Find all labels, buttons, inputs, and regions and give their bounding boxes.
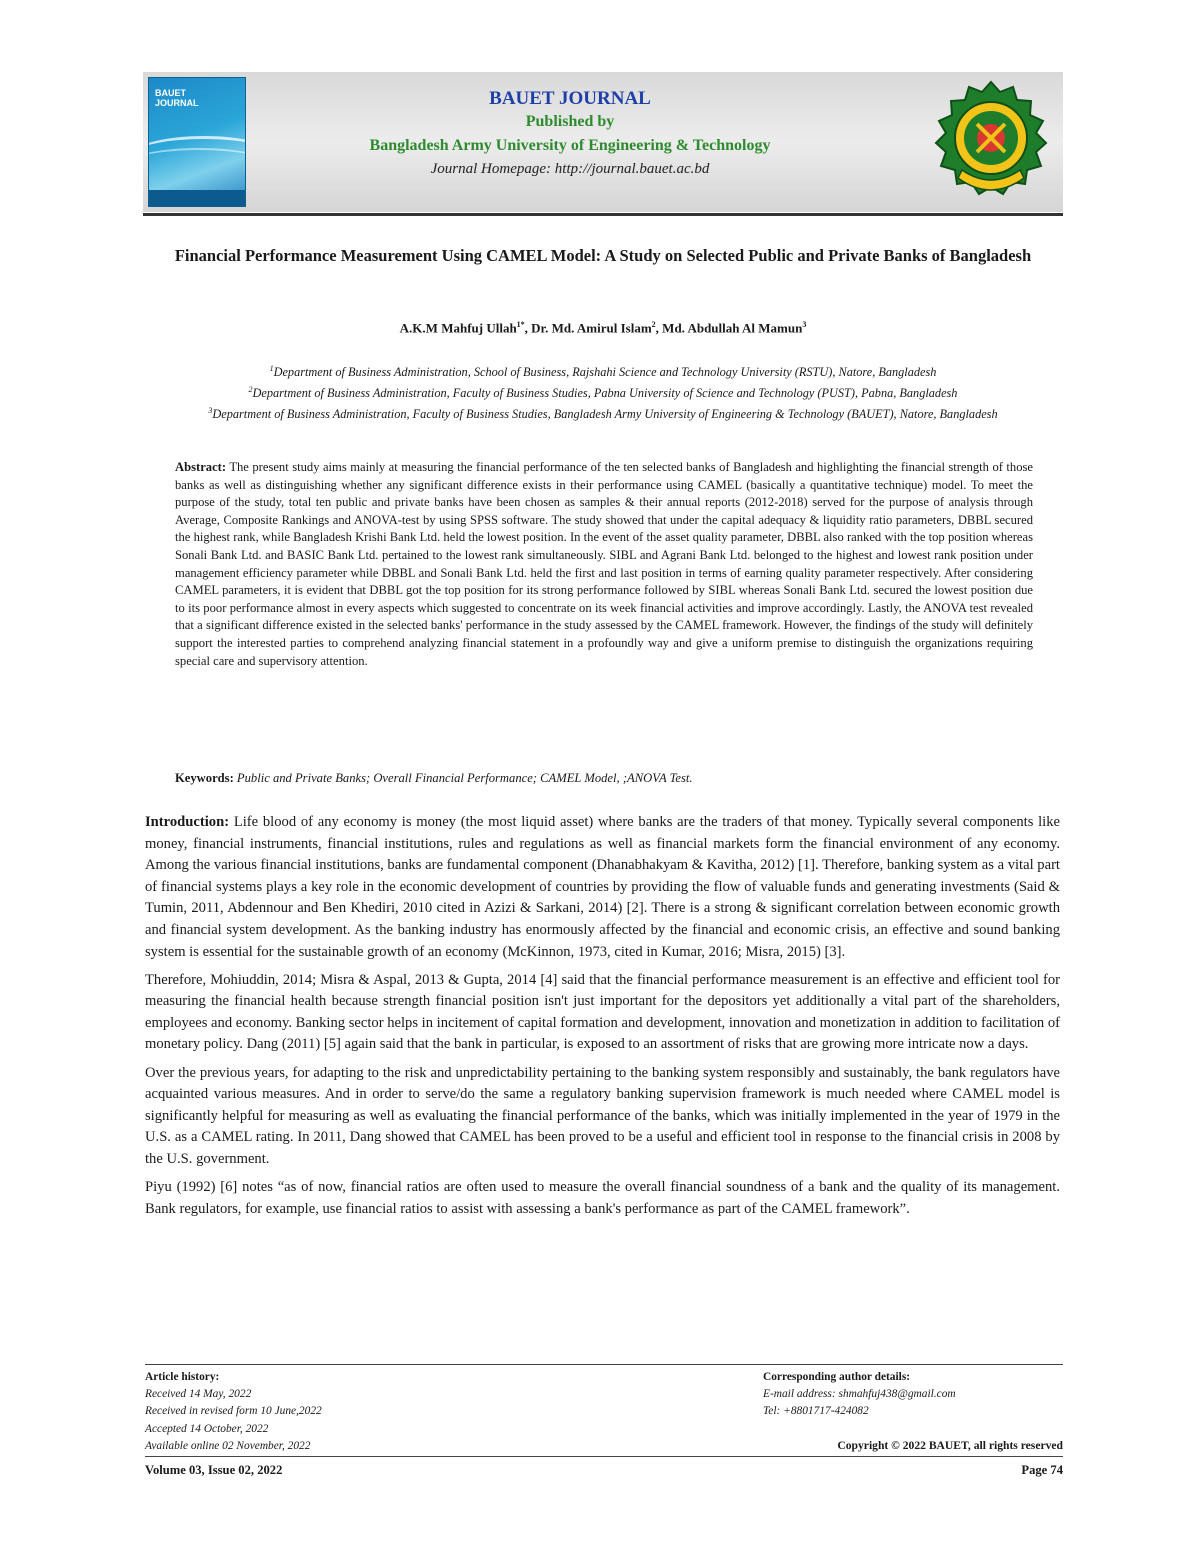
keywords — [175, 771, 1033, 786]
journal-cover-image — [148, 77, 246, 207]
gear-emblem-icon — [936, 82, 1046, 194]
cover-bottom-band — [149, 190, 245, 206]
history-entry: Received 14 May, 2022 — [145, 1388, 252, 1401]
copyright-notice: Copyright © 2022 BAUET, all rights reserved — [837, 1439, 1063, 1452]
history-entry: Available online 02 November, 2022 — [145, 1439, 311, 1452]
abstract — [175, 459, 1033, 670]
affiliation — [143, 402, 1063, 423]
affiliations — [143, 360, 1063, 423]
abstract-label: Abstract: — [175, 460, 227, 474]
article-history-label: Article history: — [145, 1371, 220, 1383]
keywords-label: Keywords: — [175, 771, 234, 785]
affiliation-sup: 3 — [208, 406, 213, 416]
author-sup: 3 — [802, 320, 807, 329]
cover-wave-decoration — [148, 148, 246, 190]
university-logo — [928, 78, 1054, 204]
page-number: Page 74 — [1021, 1463, 1063, 1477]
publisher-name: Bangladesh Army University of Engineering & Technology — [369, 137, 771, 154]
author-name: Md. Abdullah Al Mamun — [662, 320, 803, 336]
author-sup: 1* — [516, 320, 525, 329]
author-list: A.K.M Mahfuj Ullah$^{1*}$, Dr. Md. Amirul Islam$^2$, Md. Abdullah Al Mamun$^3$ — [399, 320, 807, 336]
body-text — [145, 812, 1060, 1227]
author-sup: 2 — [651, 320, 656, 329]
journal-homepage: Journal Homepage: http://journal.bauet.ac.bd — [430, 161, 710, 177]
introduction-label: Introduction: — [145, 814, 230, 830]
affiliation-sup: 2 — [248, 385, 253, 395]
cover-title: BAUET JOURNAL — [155, 88, 199, 108]
author-name: Dr. Md. Amirul Islam — [531, 320, 652, 336]
journal-title: BAUET JOURNAL — [489, 88, 651, 109]
volume-issue: Volume 03, Issue 02, 2022 — [145, 1463, 283, 1477]
published-by: Published by — [525, 113, 615, 130]
affiliation-text: Department of Business Administration, Faculty of Business Studies, Pabna University of Science and Technology (PUST), Pabna, Bangladesh — [252, 386, 958, 401]
paragraph-text: Life blood of any economy is money (the most liquid asset) where banks are the traders of that money. Typically several components like money, financial instruments, financial institutions, rules and regulations as well as financial markets form the financial environment of any economy. Among the various financial institutions, banks are fundamental component (Dhanabhakyam & Kavitha, 2012) [1]. Therefore, banking system as a vital part of financial systems plays a key role in the economic development of countries by providing the flow of valuable funds and generating investments (Said & Tumin, 2011, Abdennour and Ben Khediri, 2010 cited in Azizi & Sarkani, 2014) [2]. There is a strong & significant correlation between economic growth and financial system development. As the banking industry has enormously affected by the financial and economic crisis, an effective and sound banking system is essential for the sustainable growth of an economy (McKinnon, 1973, cited in Kumar, 2016; Misra, 2015) [3]. — [145, 814, 1060, 960]
author-phone: Tel: +8801717-424082 — [763, 1405, 869, 1418]
keywords-text: Public and Private Banks; Overall Financial Performance; CAMEL Model, ;ANOVA Test. — [236, 771, 693, 785]
author-name: A.K.M Mahfuj Ullah — [399, 320, 517, 336]
paragraph: Therefore, Mohiuddin, 2014; Misra & Aspal, 2013 & Gupta, 2014 [4] said that the financial performance measurement is an effective and efficient tool for measuring the financial health because strength financial position isn't just important for the depositors yet additionally a vital part of the shareholders, employees and economy. Banking sector helps in incitement of capital formation and development, innovation and monetization in addition to facilitation of monetary policy. Dang (2011) [5] again said that the bank in particular, is exposed to an assortment of risks that are growing more intricate now a days. — [145, 971, 1060, 1053]
paragraph — [145, 812, 1060, 963]
affiliation — [143, 360, 1063, 381]
page-footer-divider — [145, 1456, 1063, 1457]
corresponding-author — [763, 1369, 1063, 1421]
corresponding-author-label: Corresponding author details: — [763, 1371, 911, 1383]
affiliation — [143, 381, 1063, 402]
paper-title: Financial Performance Measurement Using CAMEL Model: A Study on Selected Public and Private Banks of Bangladesh — [174, 246, 1032, 265]
paragraph: Over the previous years, for adapting to the risk and unpredictability pertaining to the banking system responsibly and sustainably, the bank regulators have acquainted various measures. And in order to serve/do the same a regulatory banking supervision framework is much needed where CAMEL model is significantly helpful for measuring as well as evaluating the financial performance of the banks, which was initially implemented in the year of 1979 in the U.S. as a CAMEL rating. In 2011, Dang showed that CAMEL has been proved to be a useful and efficient tool in response to the financial crisis in 2008 by the U.S. government. — [145, 1064, 1060, 1167]
footer-divider — [145, 1364, 1063, 1365]
affiliation-text: Department of Business Administration, Faculty of Business Studies, Bangladesh Army University of Engineering & Technology (BAUET), Natore, Bangladesh — [212, 407, 998, 422]
affiliation-text: Department of Business Administration, School of Business, Rajshahi Science and Technology University (RSTU), Natore, Bangladesh — [273, 365, 937, 380]
affiliation-sup: 1 — [269, 364, 274, 373]
paragraph: Piyu (1992) [6] notes “as of now, financial ratios are often used to measure the overall financial soundness of a bank and the quality of its management. Bank regulators, for example, use financial ratios to assist with assessing a bank's performance as part of the CAMEL framework”. — [145, 1179, 1060, 1217]
header-divider — [143, 213, 1063, 216]
history-entry: Accepted 14 October, 2022 — [145, 1422, 269, 1435]
article-history — [145, 1369, 545, 1455]
history-entry: Received in revised form 10 June,2022 — [145, 1405, 322, 1418]
abstract-text: The present study aims mainly at measuring the financial performance of the ten selected banks of Bangladesh and highlighting the financial strength of those banks as well as distinguishing whether any significant difference exists in their performance using CAMEL (basically a quantitative technique) model. To meet the purpose of the study, total ten public and private banks have been chosen as samples & their annual reports (2012-2018) served for the purpose of analysis through Average, Composite Rankings and ANOVA-test by using SPSS software. The study showed that under the capital adequacy & liquidity ratio parameters, DBBL secured the highest rank, while Bangladesh Krishi Bank Ltd. held the lowest position. In the event of the asset quality parameter, DBBL also ranked with the top position whereas Sonali Bank Ltd. and BASIC Bank Ltd. pertained to the lowest rank simultaneously. SIBL and Agrani Bank Ltd. belonged to the highest and lowest rank position under management efficiency parameter while DBBL and Sonali Bank Ltd. held the first and last position in terms of earning quality parameter respectively. After considering CAMEL parameters, it is evident that DBBL got the top position for its strong performance followed by SIBL whereas Sonali Bank Ltd. secured the lowest position due to its poor performance almost in every aspects which suggested to concentrate on its week financial activities and improve accordingly. Lastly, the ANOVA test revealed that a significant difference existed in the selected banks' performance in the study assessed by the CAMEL framework. However, the findings of the study will definitely support the interested parties to comprehend analyzing financial statement in a profoundly way and give a uniform premise to distinguish the organizations requiring special care and supervisory attention. — [175, 460, 1033, 668]
author-email: E-mail address: shmahfuj438@gmail.com — [763, 1388, 956, 1401]
